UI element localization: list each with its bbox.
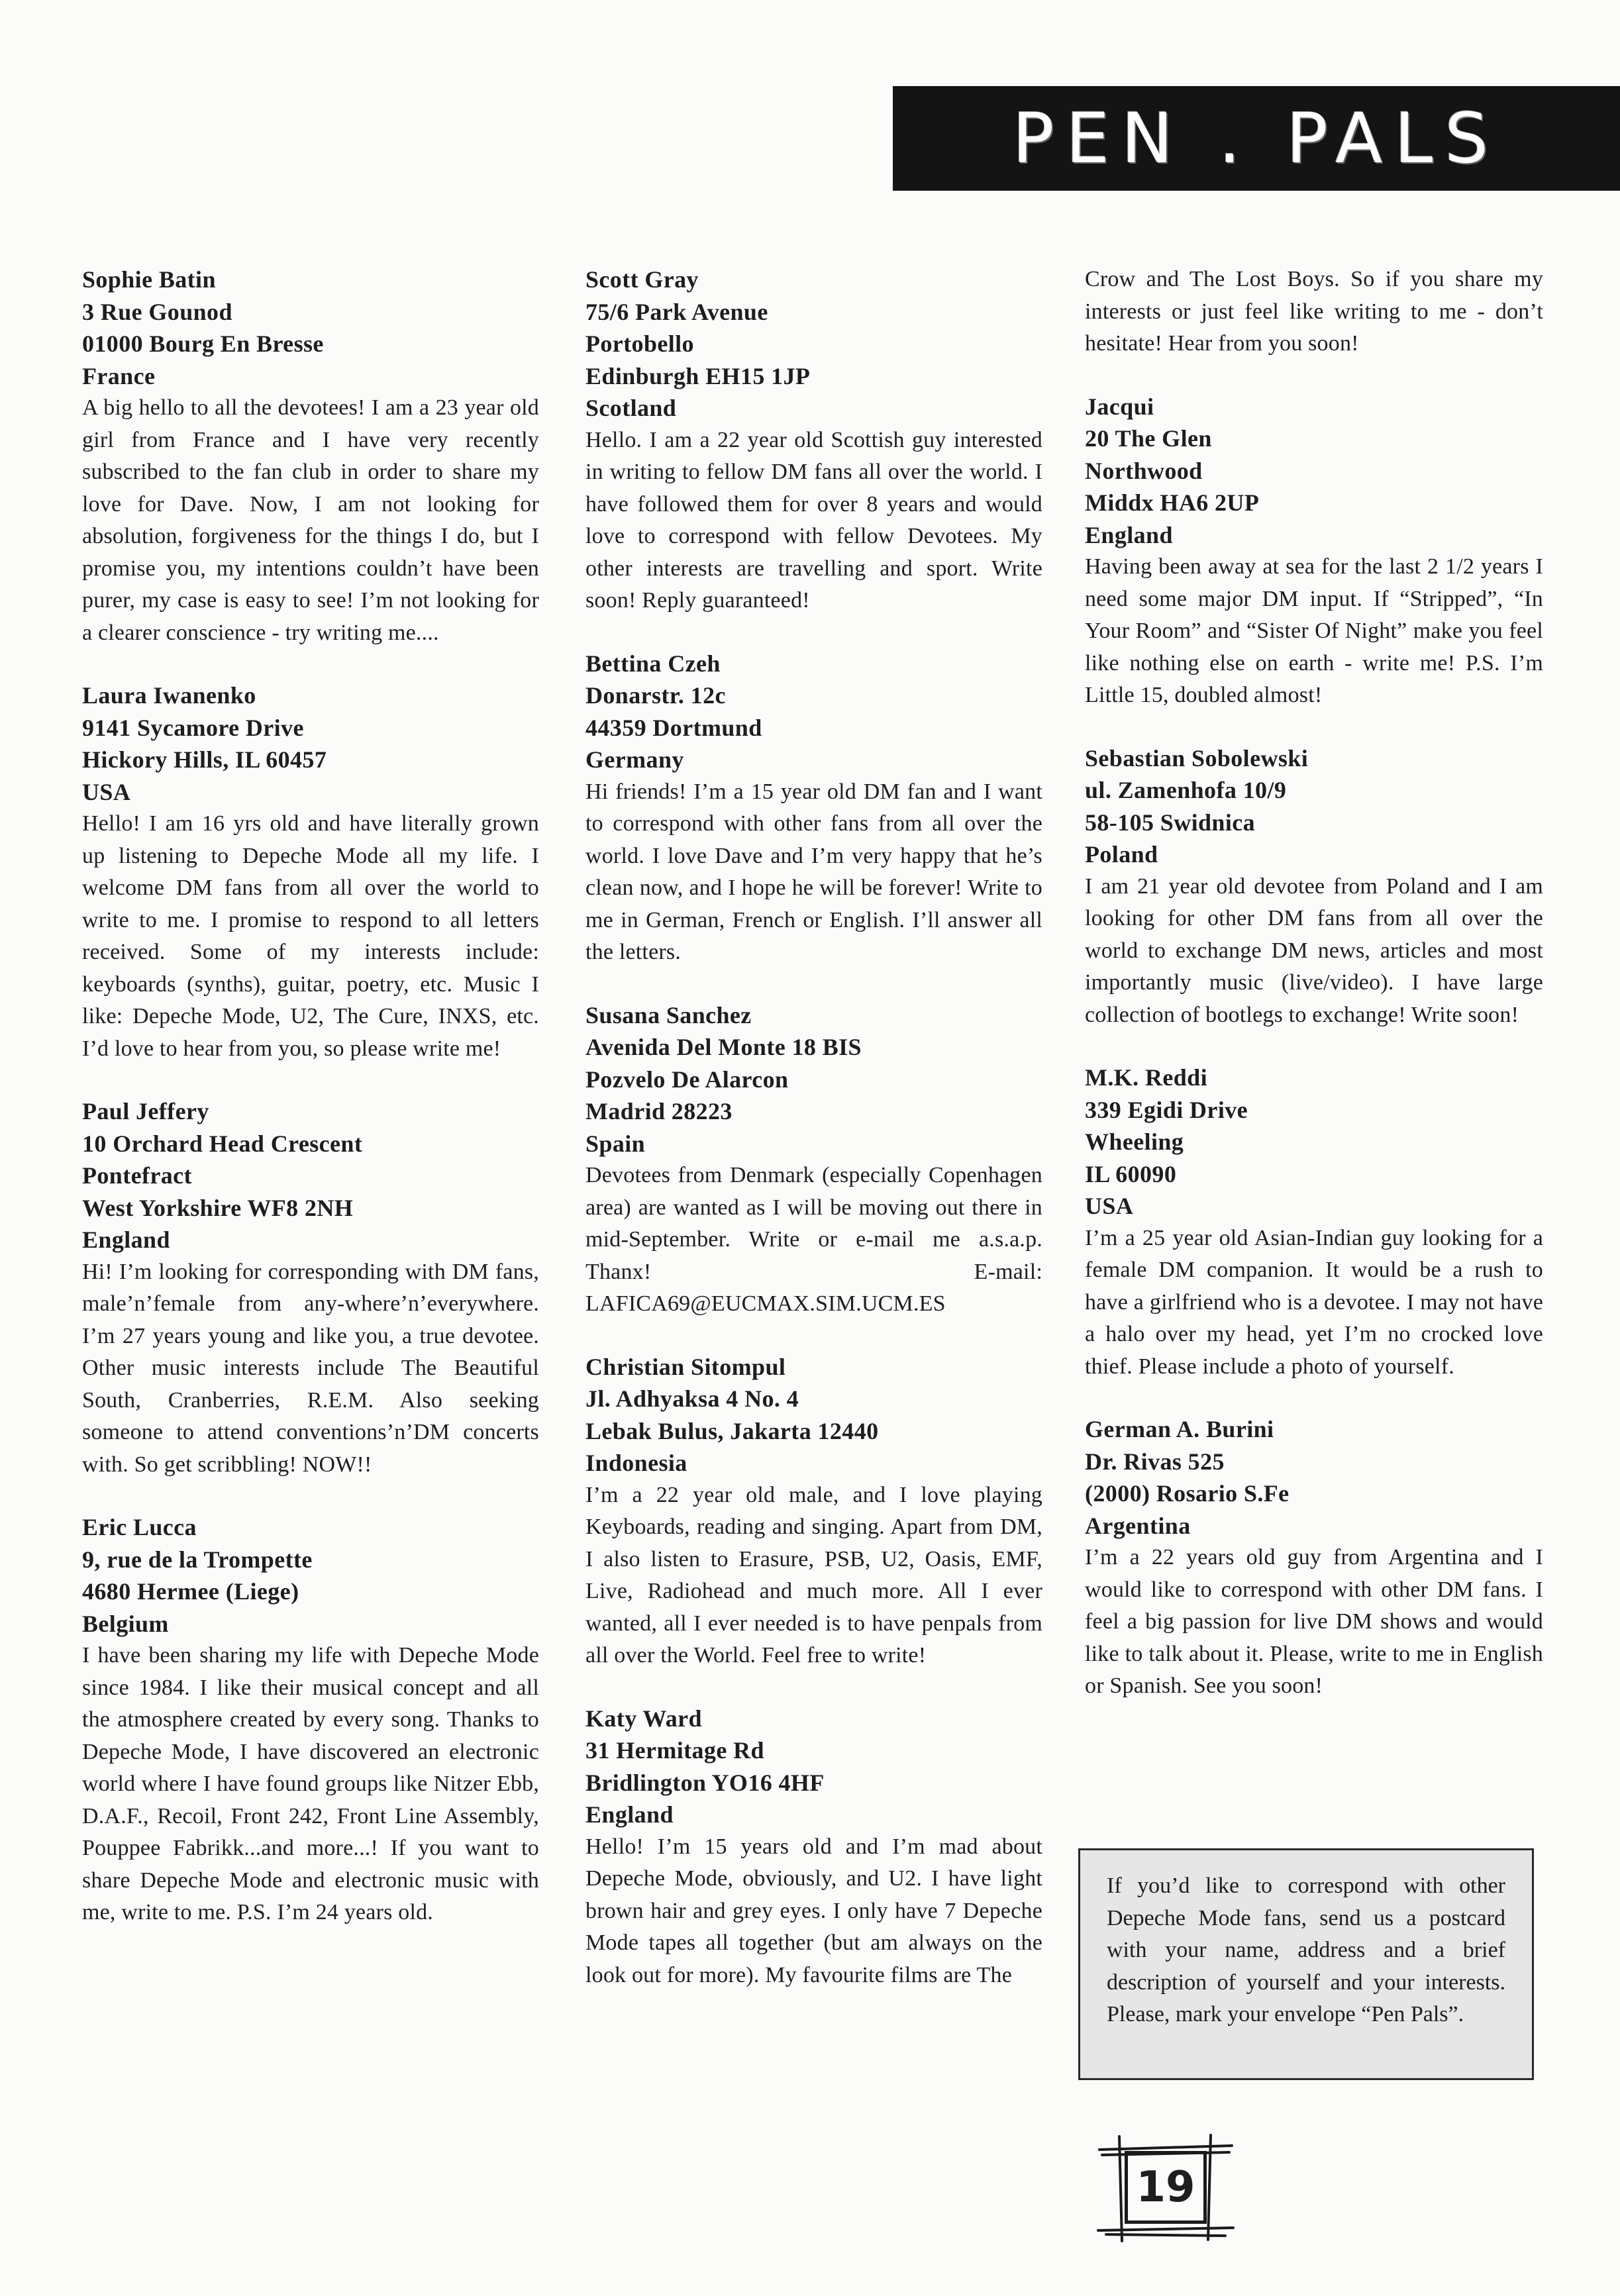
column-1 [82, 264, 539, 1960]
address-line: 10 Orchard Head Crescent [82, 1130, 363, 1157]
address-line: Edinburgh EH15 1JP [585, 362, 811, 389]
address-line: ul. Zamenhofa 10/9 [1085, 777, 1287, 803]
address-country: Belgium [82, 1610, 169, 1637]
entry-text: Hello. I am a 22 year old Scottish guy interested in writing to fellow DM fans all over the world. I have followed them for over 8 years and would love to correspond with fellow Devotees. My other interests are travelling and sport. Write soon! Reply guaranteed! [585, 427, 1042, 613]
address-country: Scotland [585, 395, 677, 421]
entry-text: I am 21 year old devotee from Poland and I am looking for other DM fans from all over the world to exchange DM news, articles and most importantly music (live/video). I have large collection of bootlegs to exchange! Write soon! [1085, 873, 1543, 1027]
pen-pal-entry [1085, 1413, 1543, 1703]
pen-pal-entry [82, 1511, 539, 1929]
entry-text: I’m a 22 years old guy from Argentina and I would like to correspond with other DM fans. I feel a big passion for live DM shows and would like to talk about it. Please, write to me in English or Spanish. See you soon! [1085, 1545, 1543, 1698]
column-3 [1085, 264, 1543, 1733]
address-line: Dr. Rivas 525 [1085, 1448, 1225, 1475]
entry-name: M.K. Reddi [1085, 1064, 1208, 1091]
page-number: 19 [1125, 2151, 1207, 2224]
address-line: IL 60090 [1085, 1160, 1177, 1187]
address-line: (2000) Rosario S.Fe [1085, 1480, 1290, 1507]
entry-address [82, 1095, 539, 1256]
entry-name: German A. Burini [1085, 1416, 1274, 1442]
address-country: Germany [585, 746, 684, 773]
address-line: Jl. Adhyaksa 4 No. 4 [585, 1385, 799, 1412]
address-country: Spain [585, 1130, 646, 1157]
entry-text: A big hello to all the devotees! I am a 23 year old girl from France and I have very recently subscribed to the fan club in order to share my love for Dave. Now, I am not looking for absolution, forgiveness for the things I do, but I promise you, my intentions couldn’t have been purer, my case is easy to see! I’m not looking for a clearer conscience - try writing me.... [82, 395, 539, 645]
address-country: Argentina [1085, 1512, 1191, 1539]
entry-address [1085, 742, 1543, 871]
entry-address [82, 679, 539, 808]
entry-text: Hi friends! I’m a 15 year old DM fan and I want to correspond with other fans from all over the world. I love Dave and I’m very happy that he’s clean now, and I hope he will be forever! Write to me in German, French or English. I’ll answer all the letters. [585, 779, 1042, 964]
pen-pal-entry [585, 999, 1042, 1321]
column-2 [585, 264, 1042, 2022]
entry-name: Katy Ward [585, 1705, 702, 1732]
section-title: PEN . PALS [1012, 98, 1501, 179]
address-line: 58-105 Swidnica [1085, 809, 1256, 836]
page-number-badge [1093, 2131, 1239, 2244]
entry-name: Laura Iwanenko [82, 682, 256, 709]
entry-name: Scott Gray [585, 266, 699, 293]
address-line: West Yorkshire WF8 2NH [82, 1194, 354, 1221]
address-country: USA [82, 778, 131, 805]
address-line: Pozvelo De Alarcon [585, 1066, 789, 1093]
address-country: Poland [1085, 841, 1158, 868]
address-line: Wheeling [1085, 1128, 1184, 1155]
address-line: Middx HA6 2UP [1085, 489, 1260, 516]
entry-text: I’m a 22 year old male, and I love playing Keyboards, reading and singing. Apart from DM, I also listen to Erasure, PSB, U2, Oasis, EMF, Live, Radiohead and much more. All I ever wanted, all I ever needed is to have penpals from all over the World. Feel free to write! [585, 1482, 1042, 1668]
address-line: Hickory Hills, IL 60457 [82, 746, 327, 773]
entry-text: Devotees from Denmark (especially Copenhagen area) are wanted as I will be moving out there in mid-September. Write or e-mail me a.s.a.p. Thanx! E-mail: LAFICA69@EUCMAX.SIM.UCM.ES [585, 1163, 1042, 1316]
entry-text: I have been sharing my life with Depeche Mode since 1984. I like their musical concept and all the atmosphere created by every song. Thanks to Depeche Mode, I have discovered an electronic world where I have found groups like Nitzer Ebb, D.A.F., Recoil, Front 242, Front Line Assembly, Pouppee Fabrikk...and more...! If you want to share Depeche Mode and electronic music with me, write to me. P.S. I’m 24 years old. [82, 1643, 539, 1924]
entry-name: Sebastian Sobolewski [1085, 744, 1309, 772]
entry-text: Having been away at sea for the last 2 1/2 years I need some major DM input. If “Stripped”, “In Your Room” and “Sister Of Night” make you feel like nothing else on earth - write me! P.S. I’m Little 15, doubled almost! [1085, 554, 1543, 707]
address-line: Lebak Bulus, Jakarta 12440 [585, 1417, 879, 1444]
entry-text: I’m a 25 year old Asian-Indian guy looking for a female DM companion. It would be a rush to have a girlfriend who is a devotee. I may not have a halo over my head, yet I’m no crocked love thief. Please include a photo of yourself. [1085, 1225, 1543, 1379]
address-country: Indonesia [585, 1450, 687, 1476]
entry-text: Hi! I’m looking for corresponding with DM fans, male’n’female from any-where’n’everywhere. I’m 27 years young and like you, a true devotee. Other music interests include The Beautiful South, Cranberries, R.E.M. Also seeking someone to attend conventions’n’DM concerts with. So get scribbling! NOW!! [82, 1259, 539, 1477]
address-country: France [82, 362, 156, 389]
pen-pal-entry [1085, 391, 1543, 712]
submission-note-text: If you’d like to correspond with other Depeche Mode fans, send us a postcard with your name, address and a brief description of yourself and your interests. Please, mark your envelope “Pen Pals”. [1107, 1873, 1505, 2026]
address-country: England [1085, 521, 1173, 548]
entry-name: Jacqui [1085, 393, 1154, 420]
entry-address [82, 264, 539, 392]
entry-name: Eric Lucca [82, 1514, 197, 1540]
address-line: 75/6 Park Avenue [585, 298, 768, 325]
address-country: USA [1085, 1193, 1134, 1219]
entry-address [1085, 1413, 1543, 1542]
entry-address [1085, 391, 1543, 552]
address-line: Northwood [1085, 457, 1203, 484]
pen-pal-entry [1085, 1062, 1543, 1383]
address-line: 20 The Glen [1085, 425, 1212, 452]
address-line: 01000 Bourg En Bresse [82, 330, 324, 357]
submission-note-box [1078, 1848, 1534, 2080]
address-country: England [82, 1226, 170, 1253]
entry-address [585, 999, 1042, 1160]
address-line: 3 Rue Gounod [82, 298, 232, 325]
entry-address [1085, 1062, 1543, 1223]
entry-address [585, 1351, 1042, 1479]
address-line: 44359 Dortmund [585, 714, 762, 741]
entry-name: Bettina Czeh [585, 650, 721, 677]
section-banner [893, 86, 1620, 191]
entry-text: Hello! I’m 15 years old and I’m mad about Depeche Mode, obviously, and U2. I have light brown hair and grey eyes. I only have 7 Depeche Mode tapes all together (but am always on the look out for more). My favourite films are The [585, 1834, 1042, 1987]
entry-text: Hello! I am 16 yrs old and have literally grown up listening to Depeche Mode all my life. I welcome DM fans from all over the world to write to me. I promise to respond to all letters received. Some of my interests include: keyboards (synths), guitar, poetry, etc. Music I like: Depeche Mode, U2, The Cure, INXS, etc. I’d love to hear from you, so please write me! [82, 811, 539, 1061]
entry-address [585, 1703, 1042, 1831]
address-line: Donarstr. 12c [585, 682, 726, 709]
entry-address [585, 648, 1042, 776]
address-line: Portobello [585, 330, 694, 357]
pen-pal-entry [1085, 742, 1543, 1032]
entry-name: Sophie Batin [82, 266, 216, 293]
address-line: 31 Hermitage Rd [585, 1737, 764, 1764]
entry-text-continued: Crow and The Lost Boys. So if you share my interests or just feel like writing to me - don’t hesitate! Hear from you soon! [1085, 267, 1543, 356]
entry-name: Christian Sitompul [585, 1353, 786, 1380]
entry-name: Paul Jeffery [82, 1098, 209, 1124]
address-line: Bridlington YO16 4HF [585, 1769, 825, 1796]
entry-address [585, 264, 1042, 424]
pen-pal-entry [82, 679, 539, 1065]
entry-address [82, 1511, 539, 1640]
address-line: 339 Egidi Drive [1085, 1096, 1248, 1123]
pen-pal-entry [585, 1703, 1042, 1992]
pen-pal-entry [585, 648, 1042, 969]
pen-pal-entry [585, 264, 1042, 617]
address-line: 4680 Hermee (Liege) [82, 1578, 299, 1605]
pen-pal-entry [82, 1095, 539, 1481]
address-line: 9141 Sycamore Drive [82, 714, 304, 741]
address-country: England [585, 1801, 674, 1828]
address-line: Pontefract [82, 1162, 192, 1189]
pen-pal-entry [585, 1351, 1042, 1672]
address-line: Madrid 28223 [585, 1098, 733, 1124]
entry-name: Susana Sanchez [585, 1001, 752, 1028]
address-line: Avenida Del Monte 18 BIS [585, 1034, 862, 1060]
address-line: 9, rue de la Trompette [82, 1546, 313, 1573]
pen-pal-entry [82, 264, 539, 649]
